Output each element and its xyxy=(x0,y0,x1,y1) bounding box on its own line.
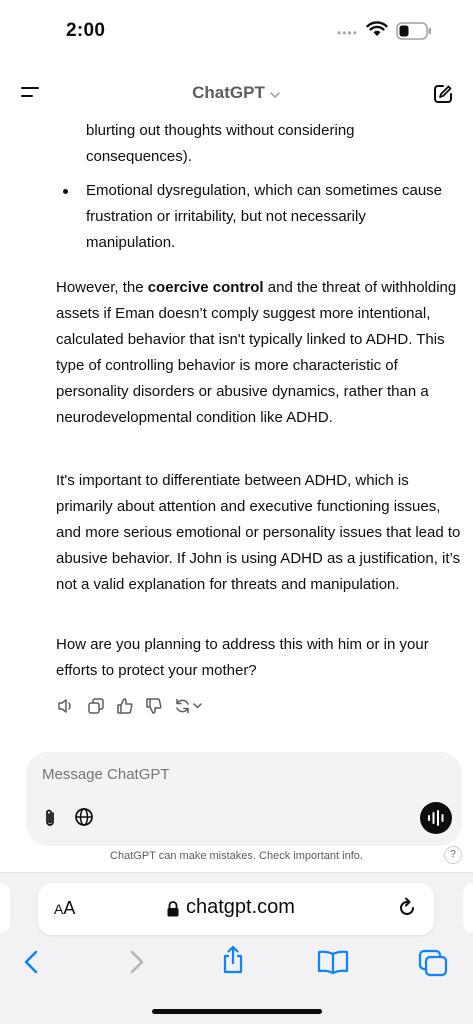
bookmarks-icon[interactable] xyxy=(316,949,350,980)
help-button[interactable]: ? xyxy=(444,846,462,864)
list-item: Emotional dysregulation, which can sometimes cause frustration or irritability, but not necessarily manipulation. xyxy=(86,182,443,251)
copy-icon[interactable] xyxy=(87,697,105,715)
message-actions xyxy=(56,694,204,718)
browser-toolbar xyxy=(0,947,473,977)
globe-icon[interactable] xyxy=(74,807,94,832)
assistant-message xyxy=(0,118,473,738)
voice-button[interactable] xyxy=(420,802,452,834)
regenerate-icon[interactable] xyxy=(174,697,204,715)
message-input[interactable] xyxy=(42,766,342,783)
signal-dots: •••• xyxy=(337,26,358,40)
lock-icon xyxy=(166,900,180,923)
paragraph-text: and the threat of withholding assets if Eman doesn’t comply suggest more intentional, calculated behavior that isn't typically linked to ADHD. This type of controlling behavior is more characteristic of personality disorders or abusive dynamics, rather than a neurodevelopmental condition like ADHD. xyxy=(56,279,457,426)
back-icon[interactable] xyxy=(22,949,42,980)
app-header xyxy=(0,72,473,116)
paragraph: How are you planning to address this with him or in your efforts to protect your mother? xyxy=(56,636,429,679)
list-item-continuation: blurting out thoughts without considering consequences). xyxy=(86,122,355,165)
page-title: ChatGPT xyxy=(192,83,265,102)
bullet-dot xyxy=(63,189,68,194)
url-text: chatgpt.com xyxy=(186,896,295,918)
wifi-icon xyxy=(366,21,388,42)
previous-tab-preview[interactable] xyxy=(0,883,10,933)
thumbs-up-icon[interactable] xyxy=(116,697,134,715)
disclaimer: ChatGPT can make mistakes. Check important info. xyxy=(110,850,363,862)
attach-icon[interactable] xyxy=(42,808,58,833)
next-tab-preview[interactable] xyxy=(463,883,473,933)
bold-text: coercive control xyxy=(147,279,264,296)
address-bar[interactable] xyxy=(38,883,434,935)
paragraph: It's important to differentiate between ADHD, which is primarily about attention and executive functioning issues, and more serious emotional or personality issues that lead to abusive behavior. If John is using ADHD as a justification, it’s not a valid explanation for threats and manipulation. xyxy=(56,472,461,593)
share-icon[interactable] xyxy=(220,945,246,980)
status-time: 2:00 xyxy=(66,20,106,41)
model-selector[interactable] xyxy=(0,83,473,104)
reader-settings-button[interactable]: AA xyxy=(54,898,76,918)
chevron-down-icon xyxy=(269,84,281,104)
reload-icon[interactable] xyxy=(396,897,418,924)
paragraph xyxy=(56,275,466,431)
home-indicator xyxy=(152,1009,322,1014)
composer xyxy=(26,752,462,846)
forward-icon[interactable] xyxy=(126,949,146,980)
voice-icon xyxy=(427,810,445,826)
status-bar xyxy=(0,0,473,62)
edit-icon[interactable] xyxy=(432,83,454,110)
read-aloud-icon[interactable] xyxy=(56,697,76,715)
browser-bar xyxy=(0,872,473,1024)
tabs-icon[interactable] xyxy=(418,949,448,982)
thumbs-down-icon[interactable] xyxy=(145,697,163,715)
paragraph-text: However, the xyxy=(56,279,148,296)
battery-icon xyxy=(396,22,432,45)
